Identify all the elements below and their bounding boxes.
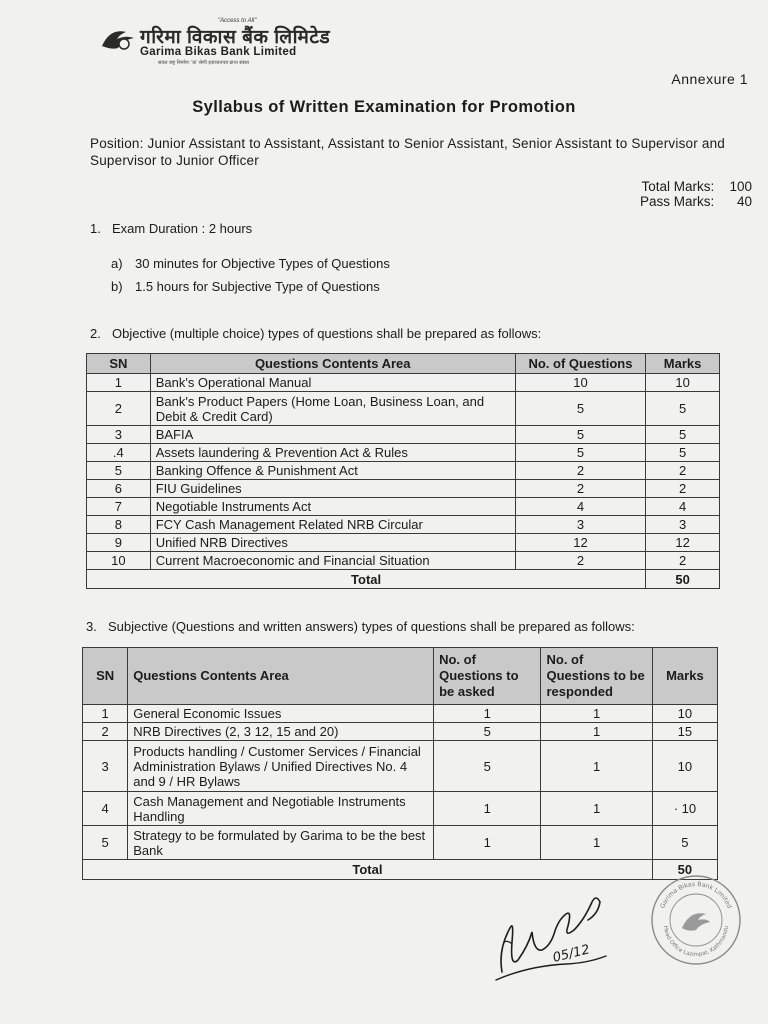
cell-marks: 10 [646,374,720,392]
logo-name-english: Garima Bikas Bank Limited [140,46,297,58]
header-marks: Marks [646,354,720,374]
cell-sn: 5 [83,826,128,860]
section-3-heading [86,619,635,634]
signature-date: 05/12 [551,942,592,966]
handwritten-signature [488,880,628,990]
cell-sn: 3 [87,426,151,444]
table-row [87,534,720,552]
cell-asked: 5 [434,741,541,792]
header-questions: No. of Questions [515,354,645,374]
table-row [87,552,720,570]
item-text: 30 minutes for Objective Types of Questions [135,256,390,271]
cell-questions: 2 [515,462,645,480]
marks-summary [640,179,752,209]
cell-sn: 7 [87,498,151,516]
header-sn: SN [83,648,128,705]
section-2-heading [90,326,541,341]
item-letter: a) [111,256,123,271]
cell-area: Bank's Operational Manual [150,374,515,392]
cell-sn: 4 [83,792,128,826]
cell-marks: · 10 [652,792,717,826]
cell-area: Assets laundering & Prevention Act & Rules [150,444,515,462]
cell-area: FCY Cash Management Related NRB Circular [150,516,515,534]
logo-name-devanagari: गरिमा विकास बैंक लिमिटेड [140,27,331,48]
bank-emblem-icon [100,26,136,54]
objective-questions-table [86,353,720,589]
cell-marks: 5 [646,426,720,444]
logo-motto: सवल राष्ट्र निर्माण: 'क' श्रेणी इजाजतपत्र प्राप्त संस्था [158,60,249,66]
cell-responded: 1 [541,741,652,792]
cell-area: Bank's Product Papers (Home Loan, Business Loan, and Debit & Credit Card) [150,392,515,426]
cell-sn: .4 [87,444,151,462]
table-row [87,374,720,392]
cell-sn: 2 [87,392,151,426]
cell-area: General Economic Issues [128,705,434,723]
header-area: Questions Contents Area [128,648,434,705]
cell-sn: 5 [87,462,151,480]
cell-marks: 5 [646,392,720,426]
item-letter: b) [111,279,123,294]
annexure-label: Annexure 1 [671,71,748,87]
cell-responded: 1 [541,826,652,860]
section-number: 2. [90,326,101,341]
cell-responded: 1 [541,723,652,741]
cell-sn: 1 [83,705,128,723]
header-asked: No. of Questions to be asked [434,648,541,705]
table-row [87,392,720,426]
table-row [87,480,720,498]
table-row [83,705,718,723]
cell-marks: 15 [652,723,717,741]
cell-marks: 5 [652,826,717,860]
section-text: Subjective (Questions and written answers) types of questions shall be prepared as follows: [108,619,635,634]
seal-text-top: Garima Bikas Bank Limited [659,880,733,910]
cell-questions: 3 [515,516,645,534]
cell-area: FIU Guidelines [150,480,515,498]
cell-marks: 2 [646,480,720,498]
header-sn: SN [87,354,151,374]
cell-marks: 2 [646,462,720,480]
table-row [87,498,720,516]
cell-questions: 5 [515,392,645,426]
cell-sn: 6 [87,480,151,498]
cell-sn: 1 [87,374,151,392]
table-header-row [87,354,720,374]
total-marks-label: Total Marks: [641,179,715,194]
cell-marks: 2 [646,552,720,570]
logo-tagline: "Access to All" [218,18,257,24]
duration-item-b [111,279,380,294]
cell-asked: 1 [434,705,541,723]
document-title: Syllabus of Written Examination for Promotion [192,98,576,116]
cell-marks: 3 [646,516,720,534]
total-label: Total [83,860,653,880]
pass-marks-label: Pass Marks: [639,194,715,209]
position-text: Position: Junior Assistant to Assistant, Assistant to Senior Assistant, Senior Assistant to Supervisor and Supervisor to Junior Officer [90,136,726,168]
cell-area: Products handling / Customer Services / Financial Administration Bylaws / Unified Directives No. 4 and 9 / HR Bylaws [128,741,434,792]
seal-text-bottom: Head Office Lazimpat, Kathmandu [662,925,730,959]
table-header-row [83,648,718,705]
cell-marks: 10 [652,705,717,723]
section-text: Exam Duration : 2 hours [112,221,253,236]
cell-questions: 12 [515,534,645,552]
cell-area: NRB Directives (2, 3 12, 15 and 20) [128,723,434,741]
cell-area: Current Macroeconomic and Financial Situation [150,552,515,570]
svg-text:Garima Bikas Bank Limited [659,881,733,910]
cell-questions: 10 [515,374,645,392]
section-text: Objective (multiple choice) types of questions shall be prepared as follows: [112,326,542,341]
total-marks: 50 [652,860,717,880]
cell-responded: 1 [541,705,652,723]
subjective-questions-table [82,647,718,880]
cell-area: Unified NRB Directives [150,534,515,552]
bank-seal-stamp [648,872,744,968]
cell-area: Cash Management and Negotiable Instruments Handling [128,792,434,826]
cell-asked: 1 [434,826,541,860]
table-row [87,462,720,480]
section-1-heading [90,221,252,236]
table-total-row [83,860,718,880]
cell-area: Banking Offence & Punishment Act [150,462,515,480]
bank-logo [100,18,360,66]
total-marks-value: 100 [729,179,752,194]
table-row [83,792,718,826]
section-number: 3. [86,619,97,634]
duration-item-a [111,256,390,271]
header-responded: No. of Questions to be responded [541,648,652,705]
table-row [83,723,718,741]
cell-sn: 2 [83,723,128,741]
cell-marks: 5 [646,444,720,462]
cell-responded: 1 [541,792,652,826]
cell-sn: 8 [87,516,151,534]
cell-sn: 9 [87,534,151,552]
cell-marks: 4 [646,498,720,516]
cell-marks: 12 [646,534,720,552]
cell-sn: 3 [83,741,128,792]
cell-questions: 4 [515,498,645,516]
pass-marks-value: 40 [736,194,752,209]
total-label: Total [87,570,646,589]
cell-marks: 10 [652,741,717,792]
cell-asked: 5 [434,723,541,741]
table-total-row [87,570,720,589]
header-marks: Marks [652,648,717,705]
cell-questions: 2 [515,552,645,570]
table-row [87,426,720,444]
cell-questions: 2 [515,480,645,498]
table-row [87,444,720,462]
header-area: Questions Contents Area [150,354,515,374]
table-row [87,516,720,534]
cell-area: BAFIA [150,426,515,444]
cell-questions: 5 [515,426,645,444]
item-text: 1.5 hours for Subjective Type of Questions [135,279,380,294]
table-row [83,741,718,792]
cell-sn: 10 [87,552,151,570]
cell-area: Negotiable Instruments Act [150,498,515,516]
cell-asked: 1 [434,792,541,826]
cell-questions: 5 [515,444,645,462]
cell-area: Strategy to be formulated by Garima to be the best Bank [128,826,434,860]
total-marks: 50 [646,570,720,589]
section-number: 1. [90,221,101,236]
table-row [83,826,718,860]
